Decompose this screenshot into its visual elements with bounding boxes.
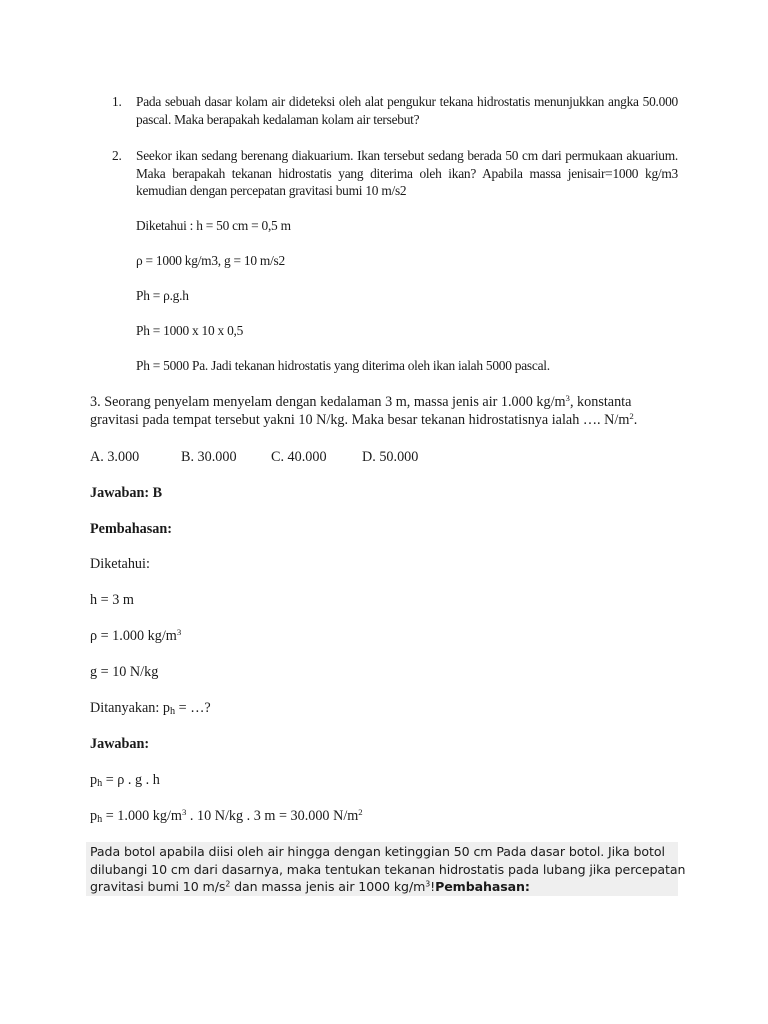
q2-rho-g: ρ = 1000 kg/m3, g = 10 m/s2: [136, 253, 285, 268]
q3-height: h = 3 m: [90, 592, 134, 608]
q3-asked: Ditanyakan: $p_h$ = …?: [90, 700, 211, 718]
q3-choice-a: A. 3.000: [90, 449, 140, 465]
q1-number: 1.: [112, 94, 122, 109]
q2-text: Seekor ikan sedang berenang diakuarium. Ikan tersebut sedang berada 50 cm dari permukaan akuarium. Maka berapakah tekanan hidrostatis yang diterima oleh ikan? Apabila massa jenisair=1000 kg/m3 kemudian dengan percepatan gravitasi bumi 10 m/s2: [136, 148, 678, 198]
q3-choice-b: B. 30.000: [181, 449, 237, 465]
q3-known-label: Diketahui:: [90, 556, 150, 572]
q3-answer: Jawaban: B: [90, 485, 163, 501]
q3-choice-d: D. 50.000: [362, 449, 419, 465]
q2-known: Diketahui : h = 50 cm = 0,5 m: [136, 218, 291, 233]
q3-answer-heading: Jawaban:: [90, 736, 150, 752]
q3-text: [90, 393, 690, 429]
q3-formula: $p_h = \rho$ . g . h: [90, 772, 160, 790]
q4-line-3: gravitasi bumi 10 $m/s^2$ dan massa jenis air 1000 $kg/m^3!Pembahasan$:: [90, 879, 530, 894]
q3-line-1: 3. Seorang penyelam menyelam dengan kedalaman 3 m, massa jenis air 1.000 $kg/m^3$, konstanta: [90, 393, 632, 410]
q3-choice-c: C. 40.000: [271, 449, 327, 465]
q3-density: ρ = 1.000 $kg/m^3$: [90, 627, 182, 644]
q3-line-2: gravitasi pada tempat tersebut yakni 10 N/kg. Maka besar tekanan hidrostatisnya ialah …. $N/m^2$.: [90, 411, 638, 428]
q2-calc: Ph = 1000 x 10 x 0,5: [136, 323, 244, 338]
q1-text: Pada sebuah dasar kolam air dideteksi oleh alat pengukur tekana hidrostatis menunjukkan angka 50.000 pascal. Maka berapakah kedalaman kolam air tersebut?: [136, 94, 678, 127]
q3-calculation: $p_h = 1.000$ $kg/m^3$ . 10 N/kg . 3 m = 30.000 $N/m^2$: [90, 807, 363, 826]
q2-result: Ph = 5000 Pa. Jadi tekanan hidrostatis yang diterima oleh ikan ialah 5000 pascal.: [136, 358, 550, 373]
q2-number: 2.: [112, 148, 122, 163]
q4-line-2: dilubangi 10 cm dari dasarnya, maka tentukan tekanan hidrostatis pada lubang jika percepatan: [90, 861, 686, 877]
q2-formula: Ph = ρ.g.h: [136, 288, 189, 303]
q3-discussion-heading: Pembahasan:: [90, 521, 172, 537]
q4-text: [90, 843, 690, 896]
q3-gravity: g = 10 N/kg: [90, 664, 159, 680]
q4-line-1: Pada botol apabila diisi oleh air hingga dengan ketinggian 50 cm Pada dasar botol. Jika botol: [90, 844, 665, 859]
